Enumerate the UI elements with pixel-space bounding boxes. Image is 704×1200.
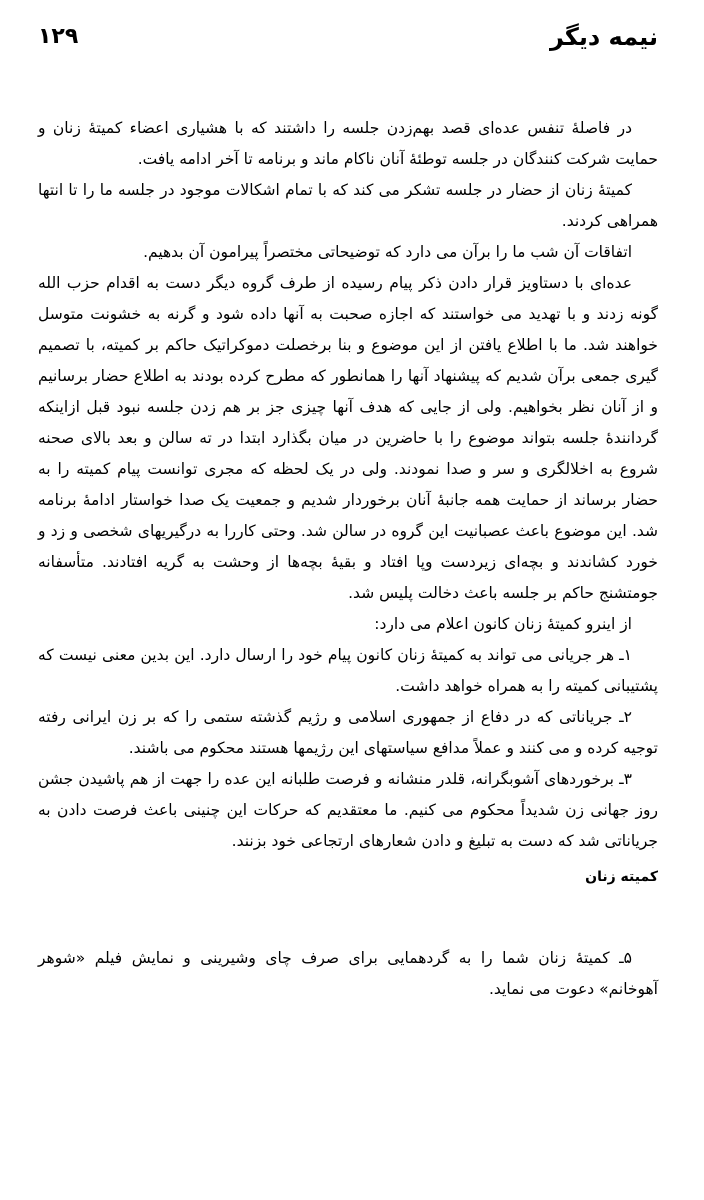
page-number: ۱۲۹ bbox=[38, 24, 79, 49]
paragraph-thanks: کمیتهٔ زنان از حضار در جلسه تشکر می کند که با تمام اشکالات موجود در جلسه ما را تا انتها همراهی کردند. bbox=[38, 181, 658, 230]
running-header bbox=[38, 20, 658, 54]
list-item-2: ۲ـ جریاناتی که در دفاع از جمهوری اسلامی و رژیم گذشته ستمی را که بر زن ایرانی رفته توجیه کرده و می کنند و عملاً مدافع سیاستهای این رژیمها هستند محکوم می باشند. bbox=[38, 708, 658, 757]
closing-item-5: ۵ـ کمیتهٔ زنان شما را به گردهمایی برای صرف چای وشیرینی و نمایش فیلم «شوهر آهوخانم» دعوت می نماید. bbox=[38, 949, 658, 998]
list-item-1: ۱ـ هر جریانی می تواند به کمیتهٔ زنان کانون پیام خود را ارسال دارد. این بدین معنی نیست که پشتیبانی کمیته را به همراه خواهد داشت. bbox=[38, 646, 658, 695]
list-item-3: ۳ـ برخوردهای آشوبگرانه، قلدر منشانه و فرصت طلبانه این عده را جهت از هم پاشیدن جشن روز جهانی زن شدیداً محکوم می کنیم. ما معتقدیم که حرکات این چنینی باعث فرصت دادن به جریاناتی شد که دست به تبلیغ و دادن شعارهای ارتجاعی خود بزنند. bbox=[38, 770, 658, 850]
body-text bbox=[38, 113, 658, 1005]
paragraph-events-intro: اتفاقات آن شب ما را برآن می دارد که توضیحاتی مختصراً پیرامون آن بدهیم. bbox=[143, 243, 632, 261]
paragraph-announcement-intro: از اینرو کمیتهٔ زنان کانون اعلام می دارد: bbox=[374, 615, 632, 633]
signature: کمیته زنان bbox=[585, 869, 658, 885]
section-gap bbox=[38, 891, 658, 943]
paragraph-events-account: عده‌ای با دستاویز قرار دادن ذکر پیام رسیده از طرف گروه دیگر دست به اقدام حزب الله گونه زدند و با تهدید می خواستند که اجازه صحبت به آنها داده شود و گرنه به خشونت متوسل خواهند شد. ما با اطلاع یافتن از این موضوع و بنا برخصلت دموکراتیک حاکم بر کمیته، با تصمیم گیری جمعی برآن شدیم که پیشنهاد آنها را همانطور که مطرح کرده بودند به اطلاع حضار برسانیم و از آنان نظر بخواهیم. ولی از جایی که هدف آنها چیزی جز بر هم زدن جلسه نبود قبل ازاینکه گردانندهٔ جلسه بتواند موضوع را با حاضرین در میان بگذارد ابتدا در ته سالن و بعد بالای صحنه شروع به اخلالگری و سر و صدا نمودند. ولی در یک لحظه که مجری توانست پیام کمیته را به حضار برساند از حمایت همه جانبهٔ آنان برخوردار شدیم و جمعیت یک صدا خواستار ادامهٔ برنامه شد. این موضوع باعث عصبانیت این گروه در سالن شد. وحتی کاررا به درگیریهای شخصی و زد و خورد کشاندند و بچه‌ای زیردست وپا افتاد و بقیهٔ بچه‌ها از وحشت به گریه افتادند. متأسفانه جومتشنج حاکم بر جلسه باعث دخالت پلیس شد. bbox=[38, 274, 658, 602]
paragraph-intermission: در فاصلهٔ تنفس عده‌ای قصد بهم‌زدن جلسه را داشتند که با هشیاری اعضاء کمیتهٔ زنان و حمایت شرکت کنندگان در جلسه توطئهٔ آنان ناکام ماند و برنامه تا آخر ادامه یافت. bbox=[38, 119, 658, 168]
running-title: نیمه دیگر bbox=[549, 23, 658, 51]
